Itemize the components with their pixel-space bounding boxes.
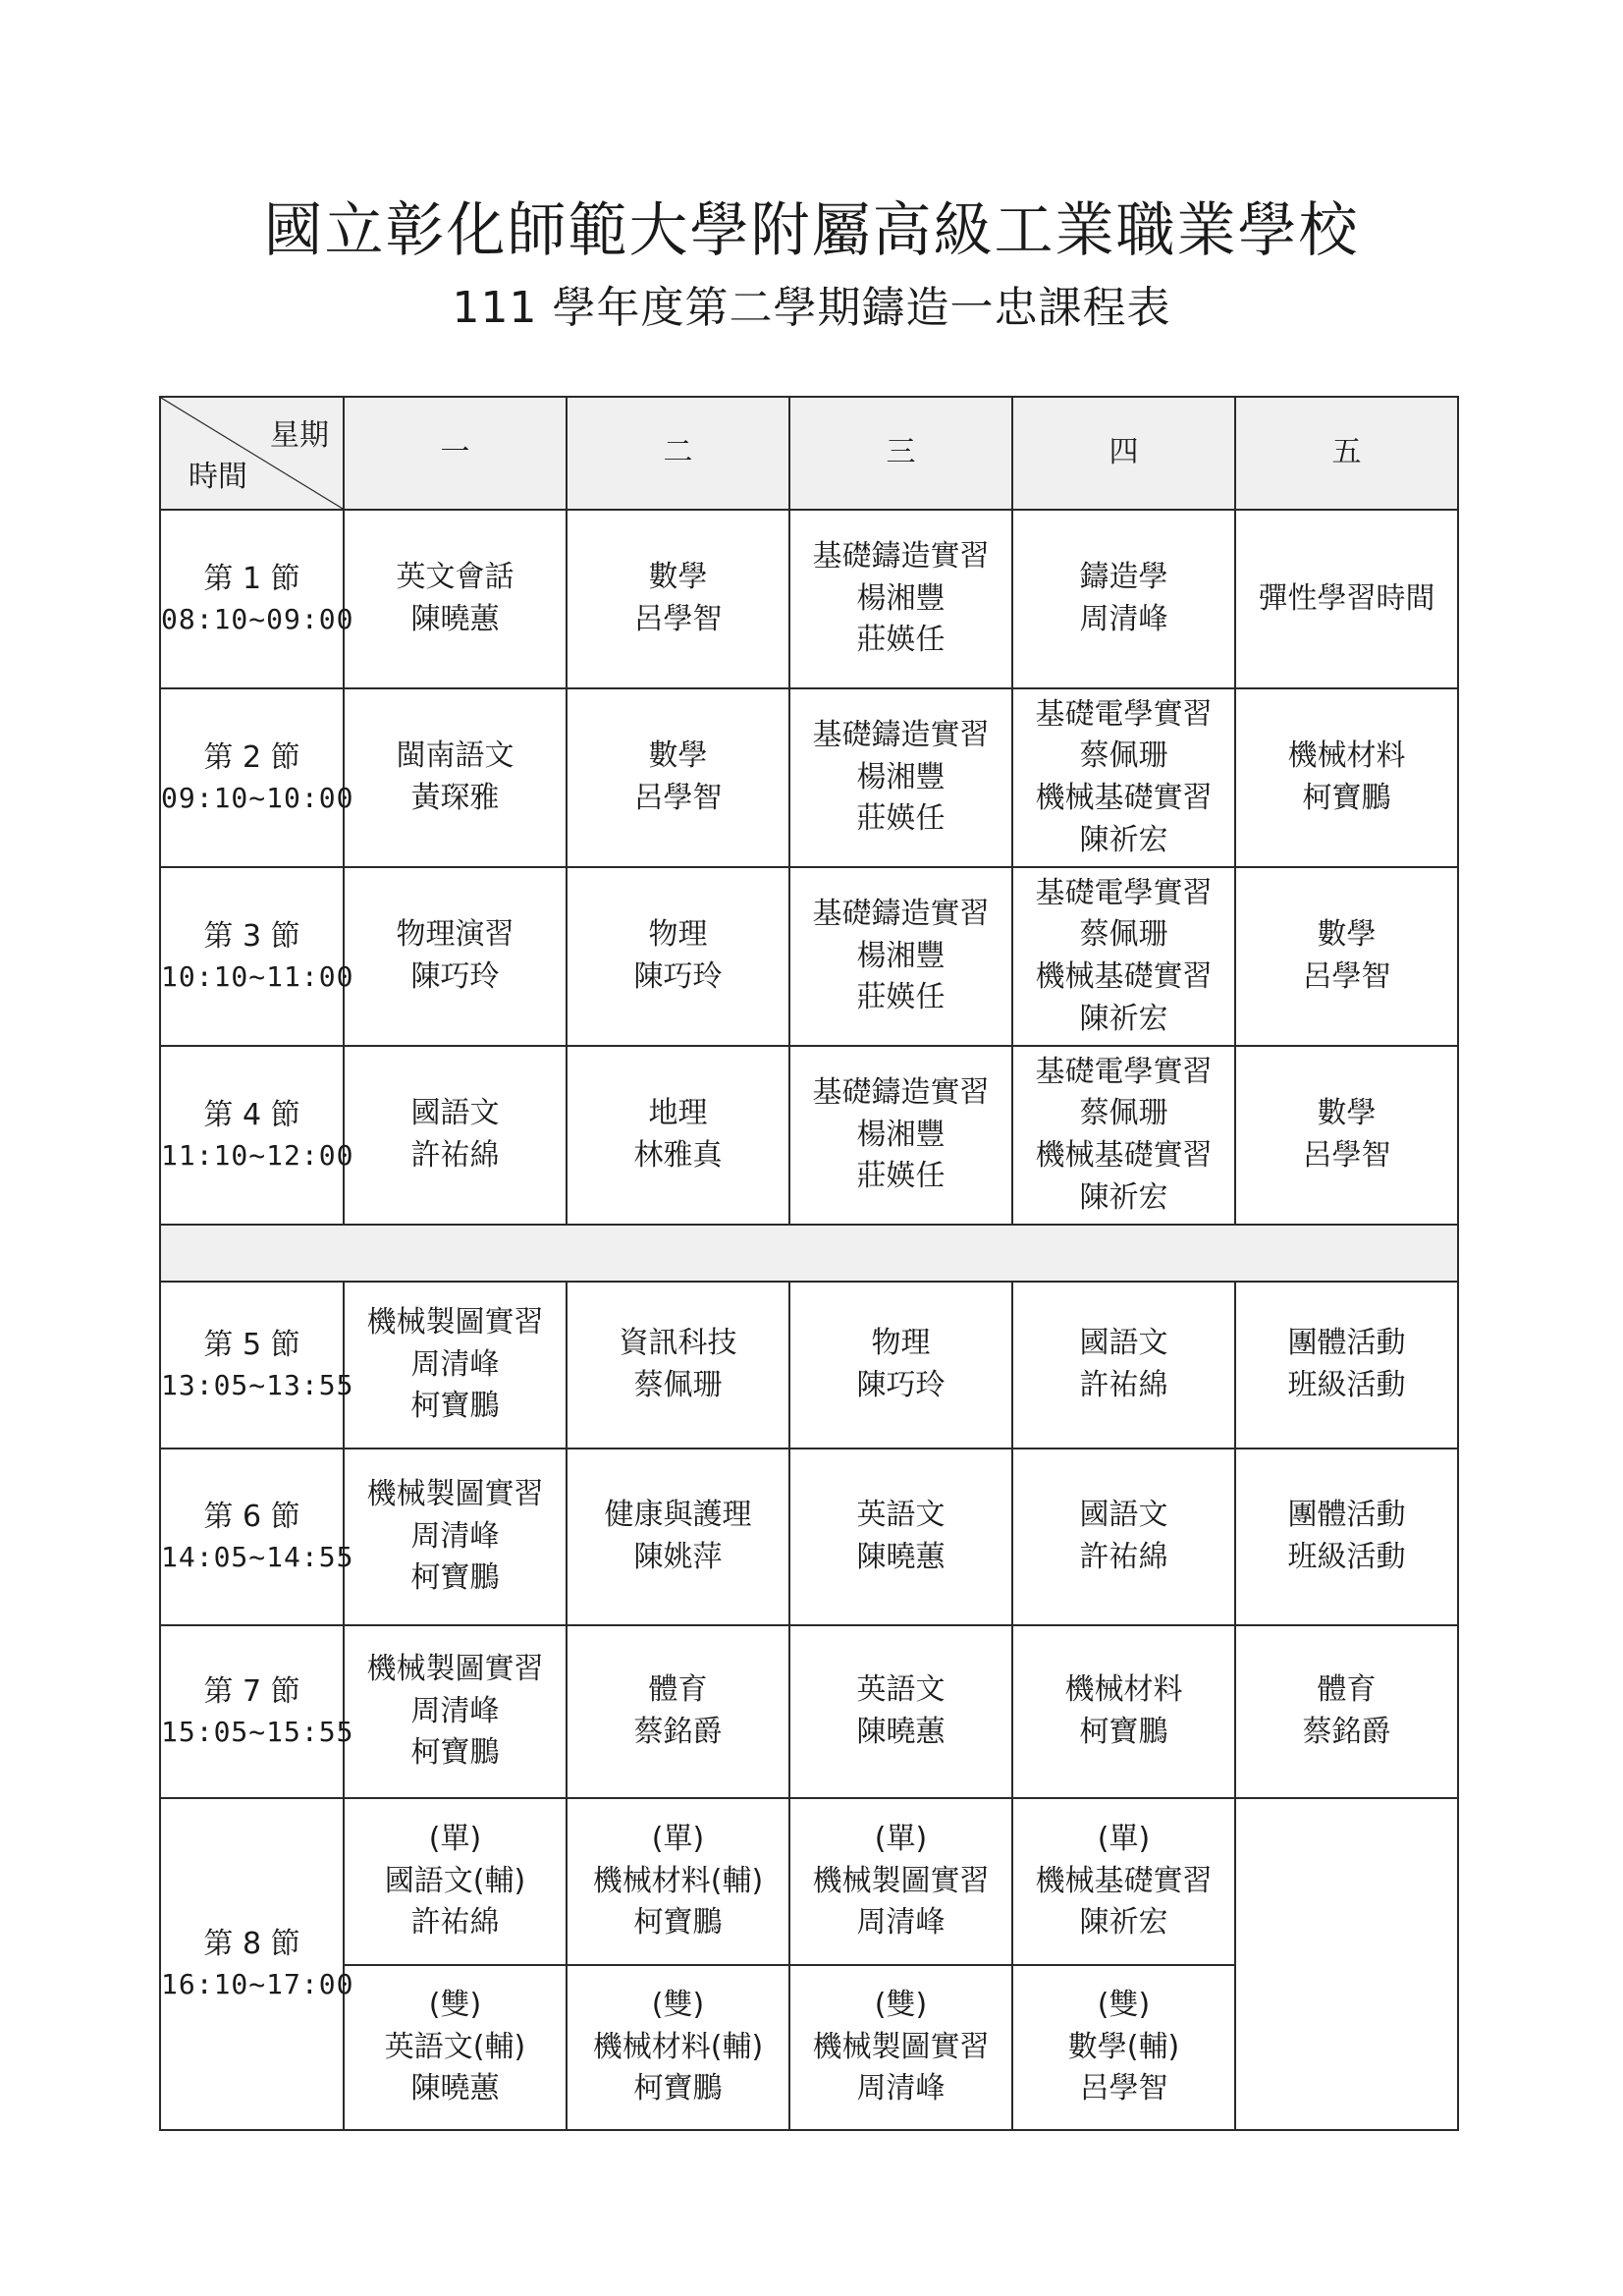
period-number: 第 5 節 (203, 1327, 300, 1362)
period-number: 第 3 節 (203, 918, 300, 954)
course-line: 柯寶鵬 (1302, 781, 1391, 815)
course-cell-p8-odd-wed (789, 1798, 1012, 1965)
course-line: 楊湘豐 (856, 938, 946, 973)
course-line: 柯寶鵬 (410, 1389, 500, 1424)
course-line: 許祐綿 (1079, 1540, 1168, 1574)
period-2-label (160, 688, 354, 867)
course-cell-p6-tue (567, 1449, 789, 1625)
course-line: 陳曉蕙 (856, 1715, 946, 1749)
course-line: (雙) (651, 1988, 705, 2023)
period-time: 09:10~10:00 (161, 782, 354, 815)
afternoon-periods (160, 1282, 1458, 1798)
course-cell-p2-fri (1235, 688, 1458, 867)
day-header-wed: 三 (789, 397, 1012, 510)
course-line: 楊湘豐 (856, 580, 946, 616)
course-line: 蔡佩珊 (633, 1368, 723, 1402)
course-line: 呂學智 (1079, 2071, 1168, 2106)
course-line: 陳巧玲 (856, 1368, 946, 1402)
course-line: 基礎鑄造實習 (812, 539, 990, 574)
course-line: 周清峰 (856, 2071, 946, 2106)
course-line: 國語文 (1079, 1498, 1168, 1533)
course-line: 機械基礎實習 (1035, 1138, 1213, 1173)
course-line: 數學(輔) (1067, 2029, 1180, 2064)
course-cell-p3-wed (789, 867, 1012, 1046)
course-line: 機械基礎實習 (1035, 1863, 1213, 1898)
period-row (160, 1625, 1458, 1798)
course-line: 基礎鑄造實習 (812, 897, 990, 932)
course-line: 地理 (648, 1096, 708, 1131)
course-line: 陳曉蕙 (410, 602, 500, 636)
course-cell-p8-even-mon (344, 1965, 567, 2130)
course-line: 國語文 (410, 1096, 500, 1131)
course-line: 班級活動 (1287, 1540, 1406, 1574)
course-line: (單) (874, 1822, 928, 1857)
course-line: 陳巧玲 (633, 959, 723, 994)
period-6-label (160, 1449, 354, 1625)
course-line: 物理 (871, 1326, 931, 1361)
course-line: 基礎鑄造實習 (812, 718, 990, 753)
course-line: 陳巧玲 (410, 959, 500, 994)
course-line: 黃琛雅 (410, 781, 500, 815)
timetable (159, 396, 1459, 2131)
course-cell-p3-fri (1235, 867, 1458, 1046)
course-cell-p5-fri (1235, 1282, 1458, 1449)
course-line: 鑄造學 (1079, 560, 1168, 595)
course-line: 周清峰 (410, 1693, 500, 1728)
period-5-label (160, 1282, 354, 1449)
course-cell-p1-thu (1012, 510, 1235, 688)
course-line: 機械製圖實習 (366, 1477, 544, 1512)
course-line: 許祐綿 (410, 1138, 500, 1173)
course-line: (單) (428, 1822, 482, 1857)
course-line: 陳姚萍 (633, 1540, 723, 1574)
course-line: 基礎電學實習 (1035, 875, 1213, 910)
course-line: 林雅真 (633, 1138, 723, 1173)
course-cell-p3-tue (567, 867, 789, 1046)
course-cell-p5-tue (567, 1282, 789, 1449)
course-cell-p6-mon (344, 1449, 567, 1625)
course-line: 莊媖任 (856, 980, 946, 1015)
course-line: 數學 (1317, 917, 1377, 953)
course-line: 英語文 (856, 1672, 946, 1708)
course-line: 彈性學習時間 (1258, 580, 1435, 616)
corner-cell (160, 397, 344, 510)
course-line: 柯寶鵬 (633, 2071, 723, 2106)
course-line: 物理 (648, 917, 708, 953)
course-line: 呂學智 (633, 781, 723, 815)
period-number: 第 2 節 (203, 739, 300, 775)
course-line: 數學 (648, 738, 708, 774)
course-line: 英語文 (856, 1498, 946, 1533)
course-line: 柯寶鵬 (410, 1560, 500, 1596)
course-line: 數學 (648, 560, 708, 595)
day-header-thu: 四 (1012, 397, 1235, 510)
course-line: 體育 (1317, 1672, 1377, 1708)
lunch-break-cell (160, 1225, 1458, 1282)
course-line: 莊媖任 (856, 623, 946, 658)
period-row (160, 688, 1458, 867)
course-line: (雙) (428, 1988, 482, 2023)
course-cell-p5-mon (344, 1282, 567, 1449)
course-line: 健康與護理 (604, 1498, 752, 1533)
period-number: 第 7 節 (203, 1673, 300, 1709)
course-line: 陳曉蕙 (410, 2071, 500, 2106)
course-cell-p8-fri-empty (1235, 1798, 1458, 2130)
course-cell-p4-mon (344, 1046, 567, 1225)
course-cell-p5-wed (789, 1282, 1012, 1449)
course-cell-p8-even-wed (789, 1965, 1012, 2130)
course-cell-p4-thu (1012, 1046, 1235, 1225)
course-cell-p6-fri (1235, 1449, 1458, 1625)
course-line: 周清峰 (410, 1346, 500, 1382)
period-8-label (160, 1798, 354, 2130)
course-line: 機械材料(輔) (592, 1863, 764, 1898)
course-line: 機械基礎實習 (1035, 959, 1213, 994)
course-cell-p1-tue (567, 510, 789, 688)
course-cell-p4-fri (1235, 1046, 1458, 1225)
course-cell-p5-thu (1012, 1282, 1235, 1449)
course-line: 柯寶鵬 (410, 1735, 500, 1771)
period-3-label (160, 867, 354, 1046)
course-line: 陳祈宏 (1079, 1905, 1168, 1941)
period-row (160, 867, 1458, 1046)
period-row (160, 510, 1458, 688)
course-line: (雙) (1097, 1988, 1151, 2023)
course-line: 呂學智 (1302, 959, 1391, 994)
time-corner-label: 時間 (189, 460, 247, 495)
course-line: 周清峰 (856, 1905, 946, 1941)
period-row (160, 1449, 1458, 1625)
course-cell-p7-fri (1235, 1625, 1458, 1798)
course-line: 基礎鑄造實習 (812, 1075, 990, 1111)
course-line: 楊湘豐 (856, 759, 946, 794)
course-cell-p8-even-thu (1012, 1965, 1235, 2130)
course-line: 莊媖任 (856, 1159, 946, 1194)
lunch-break-row (160, 1225, 1458, 1282)
course-line: 機械製圖實習 (366, 1305, 544, 1340)
period-time: 13:05~13:55 (161, 1369, 354, 1402)
period-time: 08:10~09:00 (161, 603, 354, 636)
course-cell-p1-wed (789, 510, 1012, 688)
course-cell-p3-thu (1012, 867, 1235, 1046)
course-cell-p6-thu (1012, 1449, 1235, 1625)
day-header-fri: 五 (1235, 397, 1458, 510)
period-number: 第 6 節 (203, 1499, 300, 1534)
course-line: 機械製圖實習 (812, 2029, 990, 2064)
period-time: 15:05~15:55 (161, 1716, 354, 1749)
course-line: (單) (1097, 1822, 1151, 1857)
course-cell-p2-mon (344, 688, 567, 867)
course-cell-p8-odd-mon (344, 1798, 567, 1965)
course-cell-p8-even-tue (567, 1965, 789, 2130)
course-cell-p1-fri (1235, 510, 1458, 688)
course-cell-p7-tue (567, 1625, 789, 1798)
course-line: 機械材料 (1064, 1672, 1183, 1708)
period-number: 第 8 節 (203, 1926, 300, 1961)
period-row (160, 1046, 1458, 1225)
course-line: 周清峰 (410, 1518, 500, 1554)
course-line: 蔡銘爵 (633, 1715, 723, 1749)
course-line: 陳曉蕙 (856, 1540, 946, 1574)
course-cell-p3-mon (344, 867, 567, 1046)
period-number: 第 4 節 (203, 1097, 300, 1132)
course-cell-p4-tue (567, 1046, 789, 1225)
course-line: 陳祈宏 (1079, 1179, 1168, 1215)
course-line: 呂學智 (1302, 1138, 1391, 1173)
period-7-label (160, 1625, 354, 1798)
course-line: 基礎電學實習 (1035, 696, 1213, 732)
course-cell-p7-wed (789, 1625, 1012, 1798)
course-line: 英語文(輔) (384, 2029, 526, 2064)
course-line: 英文會話 (396, 560, 514, 595)
header-row (160, 397, 1458, 510)
course-line: 機械基礎實習 (1035, 781, 1213, 815)
course-line: 蔡佩珊 (1079, 1096, 1168, 1131)
course-line: 團體活動 (1287, 1326, 1406, 1361)
course-line: 閩南語文 (396, 738, 514, 774)
course-line: 機械製圖實習 (812, 1863, 990, 1898)
course-line: 團體活動 (1287, 1498, 1406, 1533)
course-line: 楊湘豐 (856, 1117, 946, 1152)
course-line: 國語文(輔) (384, 1863, 526, 1898)
period-8 (160, 1798, 1458, 2130)
course-cell-p1-mon (344, 510, 567, 688)
course-line: 機械材料 (1287, 738, 1406, 774)
course-line: (雙) (874, 1988, 928, 2023)
course-cell-p6-wed (789, 1449, 1012, 1625)
course-line: 許祐綿 (1079, 1368, 1168, 1402)
course-line: 基礎電學實習 (1035, 1054, 1213, 1089)
course-line: 呂學智 (633, 602, 723, 636)
period-time: 14:05~14:55 (161, 1541, 354, 1574)
course-line: 體育 (648, 1672, 708, 1708)
period-time: 11:10~12:00 (161, 1139, 354, 1173)
course-line: (單) (651, 1822, 705, 1857)
course-cell-p4-wed (789, 1046, 1012, 1225)
course-line: 柯寶鵬 (1079, 1715, 1168, 1749)
period-4-label (160, 1046, 354, 1225)
course-line: 陳祈宏 (1079, 822, 1168, 857)
course-line: 物理演習 (396, 917, 514, 953)
course-cell-p7-mon (344, 1625, 567, 1798)
course-cell-p7-thu (1012, 1625, 1235, 1798)
day-header-tue: 二 (567, 397, 789, 510)
course-line: 機械材料(輔) (592, 2029, 764, 2064)
day-header-mon: 一 (344, 397, 567, 510)
course-cell-p8-odd-thu (1012, 1798, 1235, 1965)
course-line: 資訊科技 (619, 1326, 737, 1361)
period-number: 第 1 節 (203, 561, 300, 596)
period-time: 16:10~17:00 (161, 1968, 354, 2001)
course-cell-p2-wed (789, 688, 1012, 867)
course-cell-p2-tue (567, 688, 789, 867)
course-line: 蔡佩珊 (1079, 738, 1168, 774)
course-cell-p2-thu (1012, 688, 1235, 867)
course-cell-p8-odd-tue (567, 1798, 789, 1965)
course-line: 周清峰 (1079, 602, 1168, 636)
schedule-title: 111 學年度第二學期鑄造一忠課程表 (452, 283, 1171, 333)
period-row (160, 1282, 1458, 1449)
course-line: 許祐綿 (410, 1905, 500, 1941)
school-title: 國立彰化師範大學附屬高級工業職業學校 (263, 196, 1360, 265)
course-line: 機械製圖實習 (366, 1652, 544, 1687)
course-line: 蔡銘爵 (1302, 1715, 1391, 1749)
weekday-corner-label: 星期 (270, 418, 329, 453)
period-time: 10:10~11:00 (161, 960, 354, 994)
period-8-odd-row (160, 1798, 1458, 1965)
course-line: 數學 (1317, 1096, 1377, 1131)
period-1-label (160, 510, 354, 688)
course-line: 國語文 (1079, 1326, 1168, 1361)
course-line: 班級活動 (1287, 1368, 1406, 1402)
course-line: 莊媖任 (856, 801, 946, 837)
course-line: 柯寶鵬 (633, 1905, 723, 1941)
course-line: 陳祈宏 (1079, 1001, 1168, 1036)
course-line: 蔡佩珊 (1079, 917, 1168, 953)
morning-periods (160, 510, 1458, 1225)
